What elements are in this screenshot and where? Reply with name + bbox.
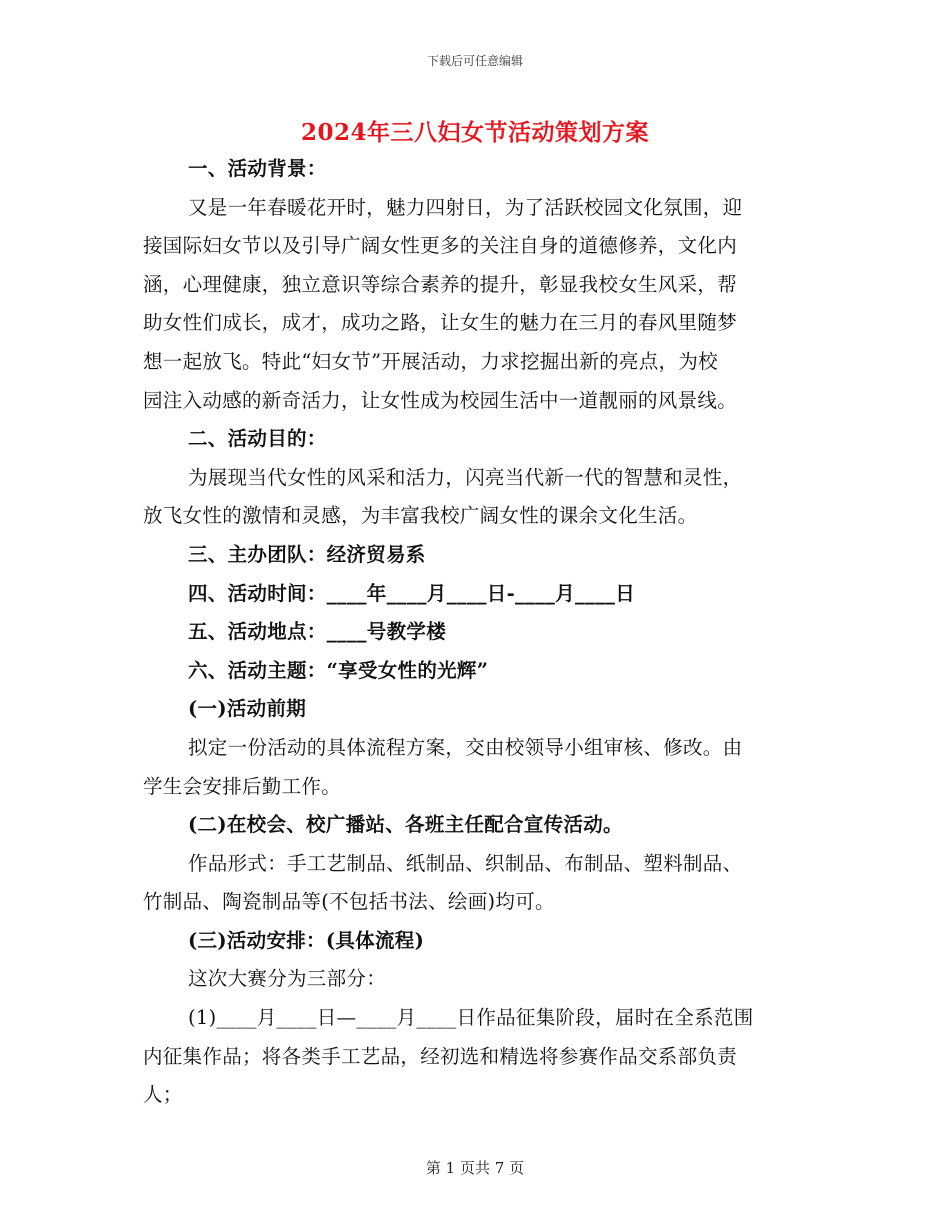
page-header-note: 下载后可任意编辑 [426,54,523,68]
line-15: (一)活动前期 [188,697,307,721]
line-6: 想一起放飞。特此“妇女节”开展活动，力求挖掘出新的亮点，为校 [143,349,718,373]
line-17: 学生会安排后勤工作。 [143,774,342,798]
line-10: 放飞女性的激情和灵感，为丰富我校广阔女性的课余文化生活。 [143,504,698,528]
line-13: 五、活动地点：____号教学楼 [188,620,446,644]
line-1: 一、活动背景： [188,157,327,180]
line-11: 三、主办团队：经济贸易系 [188,542,426,566]
line-12: 四、活动时间：____年____月____日-____月____日 [188,581,635,605]
line-4: 涵，心理健康，独立意识等综合素养的提升，彰显我校女生风采，帮 [143,272,738,296]
line-2: 又是一年春暖花开时，魅力四射日，为了活跃校园文化氛围，迎 [188,195,743,219]
page-number-footer: 第 1 页共 7 页 [425,1159,525,1177]
line-22: 这次大赛分为三部分： [188,967,387,991]
document-body [143,150,811,1115]
document-title: 2024年三八妇女节活动策划方案 [300,119,649,146]
line-5: 助女性们成长，成才，成功之路，让女生的魅力在三月的春风里随梦 [143,311,738,335]
line-18: (二)在校会、校广播站、各班主任配合宣传活动。 [188,813,623,837]
line-7: 园注入动感的新奇活力，让女性成为校园生活中一道靓丽的风景线。 [143,388,738,412]
line-20: 竹制品、陶瓷制品等(不包括书法、绘画)均可。 [143,890,555,914]
line-9: 为展现当代女性的风采和活力，闪亮当代新一代的智慧和灵性， [188,465,743,489]
line-14: 六、活动主题：“享受女性的光辉” [188,658,489,682]
line-24: 内征集作品；将各类手工艺品，经初选和精选将参赛作品交系部负责 [143,1044,738,1068]
line-19: 作品形式：手工艺制品、纸制品、织制品、布制品、塑料制品、 [188,851,743,875]
line-8: 二、活动目的： [188,427,327,451]
line-3: 接国际妇女节以及引导广阔女性更多的关注自身的道德修养，文化内 [143,234,738,258]
line-25: 人； [143,1083,183,1107]
line-23: (1)____月____日—____月____日作品征集阶段，届时在全系范围 [188,1006,754,1030]
line-21: (三)活动安排：(具体流程) [188,928,425,952]
line-16: 拟定一份活动的具体流程方案，交由校领导小组审核、修改。由 [188,735,743,759]
